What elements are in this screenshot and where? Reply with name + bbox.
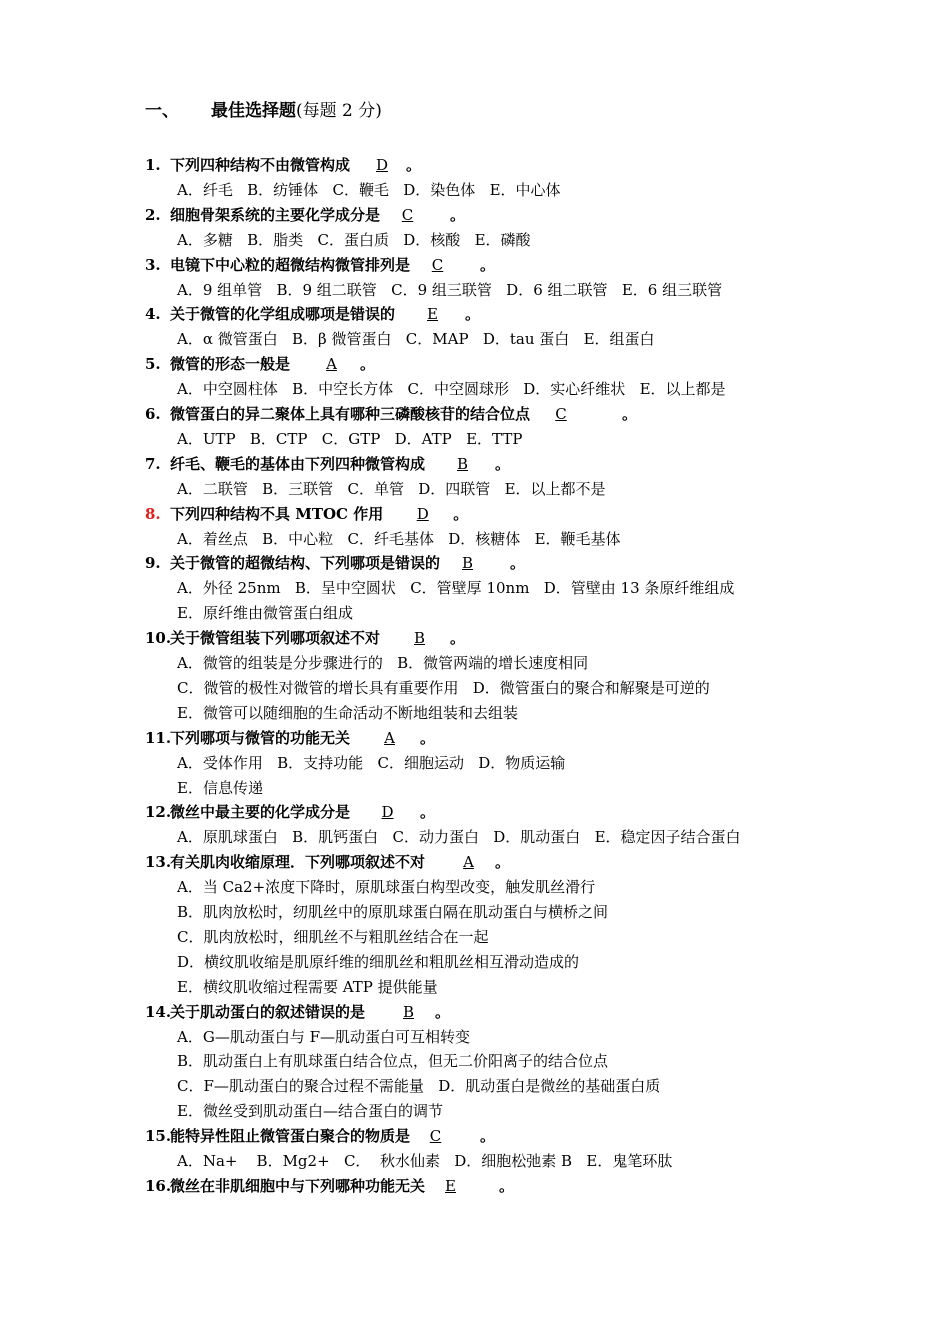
question-stem [145,1000,450,1024]
question-number: 12. [145,803,172,822]
question-stem [145,800,435,824]
option-line: A．着丝点 B．中心粒 C．纤毛基体 D．核糖体 E．鞭毛基体 [177,529,621,548]
question-text: 下列四种结构不具 MTOC 作用 [170,504,384,523]
section-note: (每题 2 分) [296,101,382,121]
question-stem [145,726,435,750]
question-stem [145,626,465,650]
question-text: 纤毛、鞭毛的基体由下列四种微管构成 [170,454,426,473]
question-end-mark: 。 [510,554,526,573]
option-line: C．肌肉放松时，细肌丝不与粗肌丝结合在一起 [177,927,489,946]
question-number: 16. [145,1176,172,1195]
option-line: A．G—肌动蛋白与 F—肌动蛋白可互相转变 [177,1027,470,1046]
question-text: 关于微管的化学组成哪项是错误的 [170,305,396,324]
question-stem [145,253,495,277]
option-line: A．受体作用 B．支持功能 C．细胞运动 D．物质运输 [177,753,566,772]
question-stem [145,502,468,526]
answer-blank: C [431,255,444,274]
answer-blank: C [429,1127,442,1146]
answer-blank: D [376,156,389,174]
option-line: E．微管可以随细胞的生命活动不断地组装和去组装 [177,703,518,722]
section-heading [145,99,382,123]
question-end-mark: 。 [499,1176,515,1195]
question-stem [145,1174,514,1198]
option-line: A．UTP B．CTP C．GTP D．ATP E．TTP [177,429,523,448]
option-line: B．肌肉放松时，纫肌丝中的原肌球蛋白隔在肌动蛋白与横桥之间 [177,903,609,921]
question-text: 微丝在非肌细胞中与下列哪种功能无关 [170,1176,426,1195]
question-number: 4. [145,305,161,324]
question-stem [145,551,525,575]
question-text: 微丝中最主要的化学成分是 [170,803,351,822]
question-text: 电镜下中心粒的超微结构微管排列是 [170,255,411,274]
question-text: 下列哪项与微管的功能无关 [170,728,351,747]
question-number: 15. [145,1127,172,1146]
option-line: A．α 微管蛋白 B．β 微管蛋白 C．MAP D．tau 蛋白 E．组蛋白 [177,330,655,349]
question-text: 关于微管组装下列哪项叙述不对 [170,629,381,648]
question-text: 有关肌肉收缩原理．下列哪项叙述不对 [170,853,426,872]
question-stem [145,302,480,326]
option-line: A．多糖 B．脂类 C．蛋白质 D．核酸 E．磷酸 [177,230,531,249]
question-text: 微管的形态一般是 [170,355,291,374]
question-end-mark: 。 [360,355,376,374]
question-end-mark: 。 [495,853,511,872]
question-stem [145,850,510,874]
option-line: E．原纤维由微管蛋白组成 [177,604,353,623]
option-line: A．外径 25nm B．呈中空圆状 C．管壁厚 10nm D．管壁由 13 条原纤维组成 [177,579,735,598]
question-end-mark: 。 [480,255,496,274]
option-line: E．微丝受到肌动蛋白—结合蛋白的调节 [177,1102,443,1121]
question-number: 10. [145,629,172,648]
question-text: 能特异性阻止微管蛋白聚合的物质是 [170,1127,411,1146]
question-end-mark: 。 [622,405,638,423]
question-stem [145,452,510,476]
question-end-mark: 。 [435,1002,451,1021]
option-line: A．二联管 B．三联管 C．单管 D．四联管 E．以上都不是 [177,479,606,498]
option-line: A．当 Ca2+浓度下降时，原肌球蛋白构型改变，触发肌丝滑行 [177,878,596,897]
option-line: A．微管的组装是分步骤进行的 B．微管两端的增长速度相同 [177,654,589,672]
question-text: 细胞骨架系统的主要化学成分是 [170,205,381,224]
answer-blank: B [457,454,469,473]
question-end-mark: 。 [406,156,422,174]
question-stem [145,1124,495,1148]
question-stem [145,352,375,376]
option-line: A．纤毛 B．纺锤体 C．鞭毛 D．染色体 E．中心体 [177,180,561,199]
question-number: 13. [145,853,172,872]
question-number: 7. [145,454,161,473]
question-number: 1. [145,156,161,174]
answer-blank: B [403,1002,415,1021]
question-end-mark: 。 [495,454,511,473]
option-line: C．F—肌动蛋白的聚合过程不需能量 D．肌动蛋白是微丝的基础蛋白质 [177,1077,661,1096]
option-line: E．信息传递 [177,778,263,797]
option-line: B．肌动蛋白上有肌球蛋白结合位点，但无二价阳离子的结合位点 [177,1052,609,1071]
answer-blank: C [555,405,567,423]
answer-blank: B [462,554,474,573]
question-end-mark: 。 [420,728,436,747]
option-line: D．横纹肌收缩是肌原纤维的细肌丝和粗肌丝相互滑动造成的 [177,952,580,971]
section-title: 最佳选择题 [211,101,296,121]
question-number: 9. [145,554,161,573]
question-text: 微管蛋白的异二聚体上具有哪种三磷酸核苷的结合位点 [170,405,531,423]
question-text: 关于肌动蛋白的叙述错误的是 [170,1002,366,1021]
option-line: A．Na+ B．Mg2+ C． 秋水仙素 D．细胞松弛素 B E．鬼笔环肽 [177,1152,673,1170]
section-number: 一、 [145,101,179,121]
answer-blank: B [414,629,426,648]
answer-blank: E [445,1176,456,1195]
answer-blank: A [463,853,474,872]
question-number: 8. [145,504,161,523]
question-end-mark: 。 [420,803,436,822]
question-stem [145,402,637,426]
question-end-mark: 。 [450,205,466,224]
question-text: 下列四种结构不由微管构成 [170,156,351,174]
question-end-mark: 。 [450,629,466,648]
question-stem [145,153,421,177]
option-line: A．9 组单管 B．9 组二联管 C．9 组三联管 D．6 组二联管 E．6 组三联管 [177,280,723,299]
question-number: 3. [145,255,161,274]
option-line: C．微管的极性对微管的增长具有重要作用 D．微管蛋白的聚合和解聚是可逆的 [177,678,710,697]
answer-blank: A [326,355,337,374]
question-number: 11. [145,728,172,747]
answer-blank: D [416,504,429,523]
option-line: A．中空圆柱体 B．中空长方体 C．中空圆球形 D．实心纤维状 E．以上都是 [177,380,726,399]
question-number: 2. [145,205,161,224]
answer-blank: D [381,803,394,822]
question-end-mark: 。 [453,504,469,523]
question-text: 关于微管的超微结构、下列哪项是错误的 [170,554,441,573]
question-number: 5. [145,355,161,374]
question-end-mark: 。 [480,1127,496,1146]
answer-blank: E [427,305,438,324]
question-end-mark: 。 [465,305,481,324]
question-number: 14. [145,1002,172,1021]
question-number: 6. [145,405,161,423]
question-stem [145,203,465,227]
answer-blank: C [401,205,414,224]
option-line: A．原肌球蛋白 B．肌钙蛋白 C．动力蛋白 D．肌动蛋白 E．稳定因子结合蛋白 [177,828,741,847]
option-line: E．横纹肌收缩过程需要 ATP 提供能量 [177,977,438,996]
answer-blank: A [384,728,395,747]
